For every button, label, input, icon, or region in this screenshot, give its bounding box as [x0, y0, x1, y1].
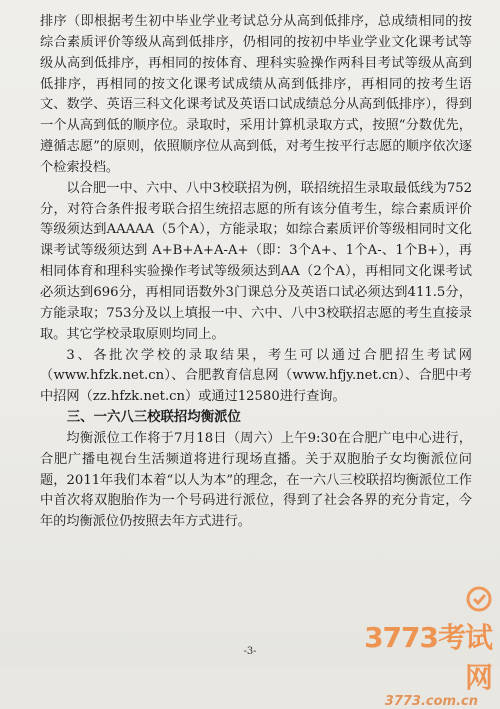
paragraph-admission-example: 以合肥一中、六中、八中3校联招为例，联招统招生录取最低线为752分，对符合条件报考联合招生统招志愿的所有该分值考生，综合素质评价等级须达到AAAAA（5个A），方能录取；如综合素质评价等级相同时文化课考试等级须达到 A+B+A+A-A+（即：3个A+、1个A-、1个B+），再相同体育和理科实验操作考试等级须达到AA（2个A），再相同文化课考试必须达到696分，再相同语数外3门课总分及英语口试必须达到411.5分，方能录取；753分及以上填报一中、六中、八中3校联招志愿的考生直接录取。其它学校录取原则均同上。 [40, 180, 472, 342]
watermark-url: 3773.com.cn [384, 694, 478, 709]
watermark-title: 3773考试网 [364, 621, 492, 694]
document-body [40, 12, 472, 533]
paragraph-ranking-rules: 排序（即根据考生初中毕业学业考试总分从高到低排序，总成绩相同的按综合素质评价等级从高到低排序，仍相同的按初中毕业学业文化课考试等级从高到低排序，再相同的按体育、理科实验操作两科目考试等级从高到低排序，再相同的按文化课考试成绩从高到低排序，再相同的按考生语文、数学、英语三科文化课考试及英语口试成绩总分从高到低排序），得到一个从高到低的顺序位。录取时，采用计算机录取方式，按照“分数优先，遵循志愿”的原则，依照顺序位从高到低，对考生按平行志愿的顺序依次逐个检索投档。 [40, 14, 472, 175]
watermark-logo-icon [466, 586, 492, 616]
page-number: -3- [243, 646, 257, 657]
paragraph-balanced-allocation: 均衡派位工作将于7月18日（周六）上午9:30在合肥广电中心进行，合肥广播电视台生活频道将进行现场直播。关于双胞胎子女均衡派位问题，2011年我们本着“以人为本”的理念，在一六八三校联招均衡派位工作中首次将双胞胎作为一个号码进行派位，得到了社会各界的充分肯定，今年的均衡派位仍按照去年方式进行。 [40, 430, 472, 530]
paragraph-result-query: 3、各批次学校的录取结果，考生可以通过合肥招生考试网（www.hfzk.net.cn）、合肥教育信息网（www.hfjy.net.cn）、合肥中考中招网（zz.hfzk.net.cn）或通过12580进行查询。 [40, 347, 472, 405]
section-heading: 三、一六八三校联招均衡派位 [66, 410, 241, 426]
